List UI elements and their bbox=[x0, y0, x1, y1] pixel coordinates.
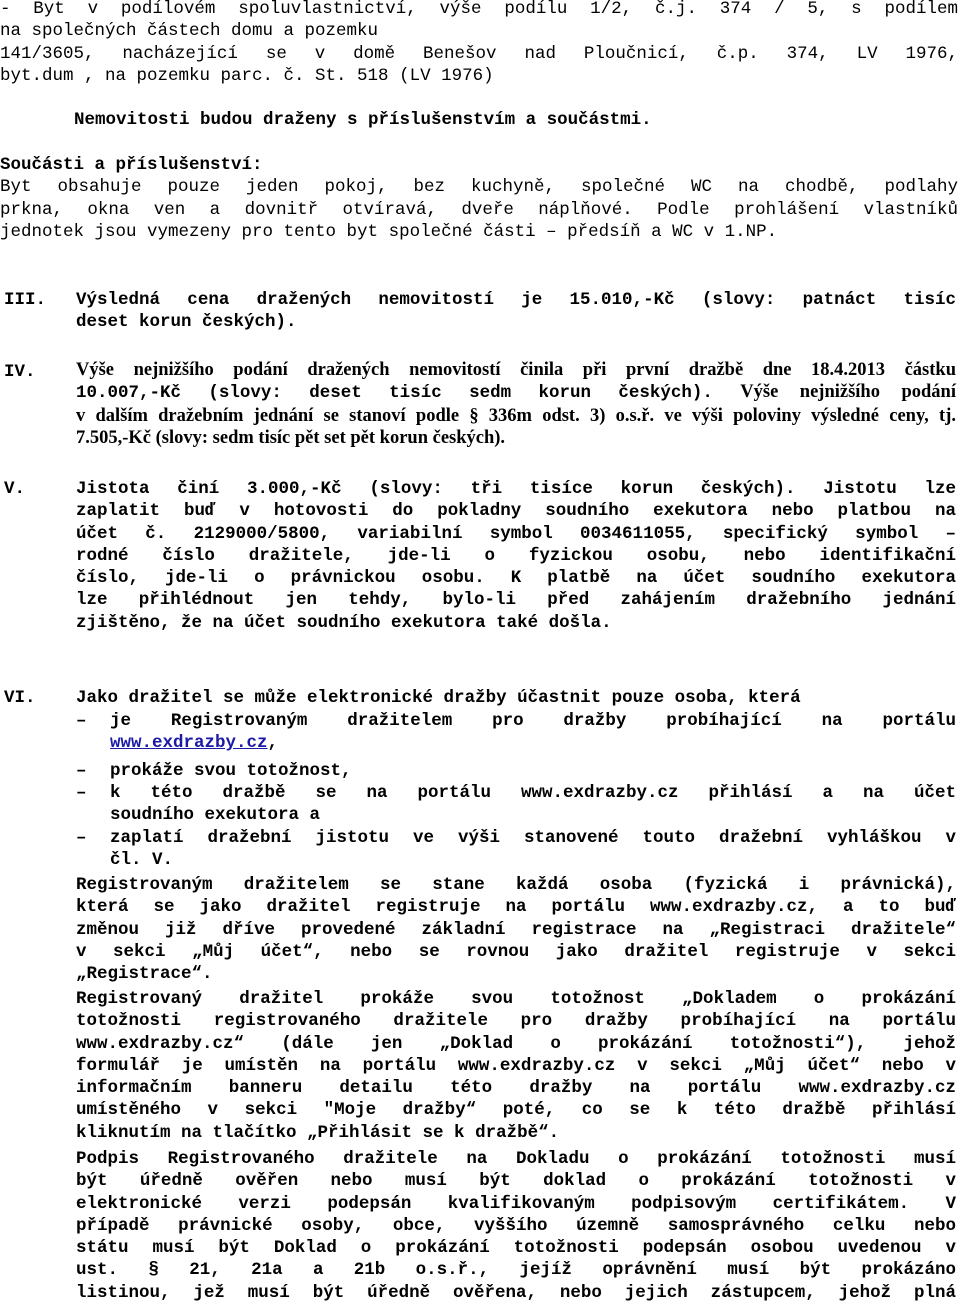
bullet-dash: – bbox=[76, 761, 87, 781]
intro-line: byt.dum , na pozemku parc. č. St. 518 (LV 1976) bbox=[0, 65, 494, 86]
section-6-intro: Jako dražitel se může elektronické dražby účastnit pouze osoba, která bbox=[76, 688, 801, 708]
intro-line: 141/3605, nacházející se v domě Benešov nad Ploučnicí, č.p. 374, LV 1976, bbox=[0, 43, 958, 64]
section-number: VI. bbox=[4, 688, 36, 708]
bullet-item: zaplatí dražební jistotu ve výši stanovené touto dražební vyhláškou v čl. V. bbox=[110, 828, 956, 871]
bullet-item: k této dražbě se na portálu www.exdrazby.cz přihlásí a na účet soudního exekutora a bbox=[110, 783, 956, 826]
soucasti-heading: Součásti a příslušenství: bbox=[0, 155, 263, 175]
section-number: IV. bbox=[4, 362, 36, 382]
intro-line: na společných částech domu a pozemku bbox=[0, 21, 379, 42]
soucasti-line: jednotek jsou vymezeny pro tento byt společné části – předsíň a WC v 1.NP. bbox=[0, 221, 778, 242]
bullet-item: je Registrovaným dražitelem pro dražby probíhající na portálu www.exdrazby.cz, bbox=[110, 711, 956, 754]
soucasti-line: Byt obsahuje pouze jeden pokoj, bez kuchyně, společné WC na chodbě, podlahy bbox=[0, 177, 958, 198]
bullet-dash: – bbox=[76, 828, 87, 848]
bullet-dash: – bbox=[76, 711, 87, 731]
nemovitosti-note: Nemovitosti budou draženy s příslušenstvím a součástmi. bbox=[74, 110, 652, 130]
soucasti-section bbox=[0, 154, 958, 243]
bullet-item: prokáže svou totožnost, bbox=[110, 761, 352, 781]
property-description bbox=[0, 0, 958, 87]
section-number: III. bbox=[4, 290, 47, 310]
identity-paragraph: Registrovaný dražitel prokáže svou totožnost „Dokladem o prokázání totožnosti registrovaného dražitele pro dražby probíhající na portálu www.exdrazby.cz“ (dále jen „Doklad o prokázání totožnosti“), jehož formulář je umístěn na portálu www.exdrazby.cz v sekci „Můj účet“ nebo v informačním banneru detailu této dražby na portálu www.exdrazby.cz umístěného v sekci "Moje dražby“ poté, co se k této dražbě přihlásí kliknutím na tlačítko „Přihlásit se k dražbě“. bbox=[76, 989, 956, 1143]
section-3-text: Výsledná cena dražených nemovitostí je 15.010,-Kč (slovy: patnáct tisíc deset korun českých). bbox=[76, 290, 956, 333]
section-5-text: Jistota činí 3.000,-Kč (slovy: tři tisíce korun českých). Jistotu lze zaplatit buď v hotovosti do pokladny soudního exekutora nebo platbou na účet č. 2129000/5800, variabilní symbol 0034611055, specifický symbol – rodné číslo dražitele, jde-li o fyzickou osobu, nebo identifikační číslo, jde-li o právnickou osobu. K platbě na účet soudního exekutora lze přihlédnout jen tehdy, bylo-li před zahájením dražebního jednání zjištěno, že na účet soudního exekutora také došla. bbox=[76, 479, 956, 633]
intro-line: - Byt v podílovém spoluvlastnictví, výše podílu 1/2, č.j. 374 / 5, s podílem bbox=[0, 0, 958, 19]
exdrazby-link[interactable]: www.exdrazby.cz bbox=[110, 733, 268, 754]
section-4-text: Výše nejnižšího podání dražených nemovitostí činila při první dražbě dne 18.4.2013 částku 10.007,-Kč (slovy: deset tisíc sedm korun českých). Výše nejnižšího podání v dalším dražebním jednání se stanoví podle § 336m odst. 3) o.s.ř. ve výši poloviny výsledné ceny, tj. 7.505,-Kč (slovy: sedm tisíc pět set pět korun českých). bbox=[76, 360, 956, 448]
soucasti-line: prkna, okna ven a dovnitř otvíravá, dveře náplňové. Podle prohlášení vlastníků bbox=[0, 199, 958, 220]
section-number: V. bbox=[4, 479, 26, 499]
signature-paragraph: Podpis Registrovaného dražitele na Dokladu o prokázání totožnosti musí být úředně ověřen nebo musí být doklad o prokázání totožnosti v elektronické verzi podepsán kvalifikovaným podpisovým certifikátem. V případě právnické osoby, obce, vyššího územně samosprávného celku nebo státu musí být Doklad o prokázání totožnosti podepsán osobou uvedenou v ust. § 21, 21a a 21b o.s.ř., jejíž oprávnění musí být prokázáno listinou, jež musí být úředně ověřena, nebo jejich zástupcem, jehož plná bbox=[76, 1149, 956, 1303]
registration-paragraph: Registrovaným dražitelem se stane každá osoba (fyzická i právnická), která se jako dražitel registruje na portálu www.exdrazby.cz, a to buď změnou již dříve provedené základní registrace na „Registraci dražitele“ v sekci „Můj účet“, nebo se rovnou jako dražitel registruje v sekci „Registrace“. bbox=[76, 875, 956, 985]
bullet-dash: – bbox=[76, 783, 87, 803]
